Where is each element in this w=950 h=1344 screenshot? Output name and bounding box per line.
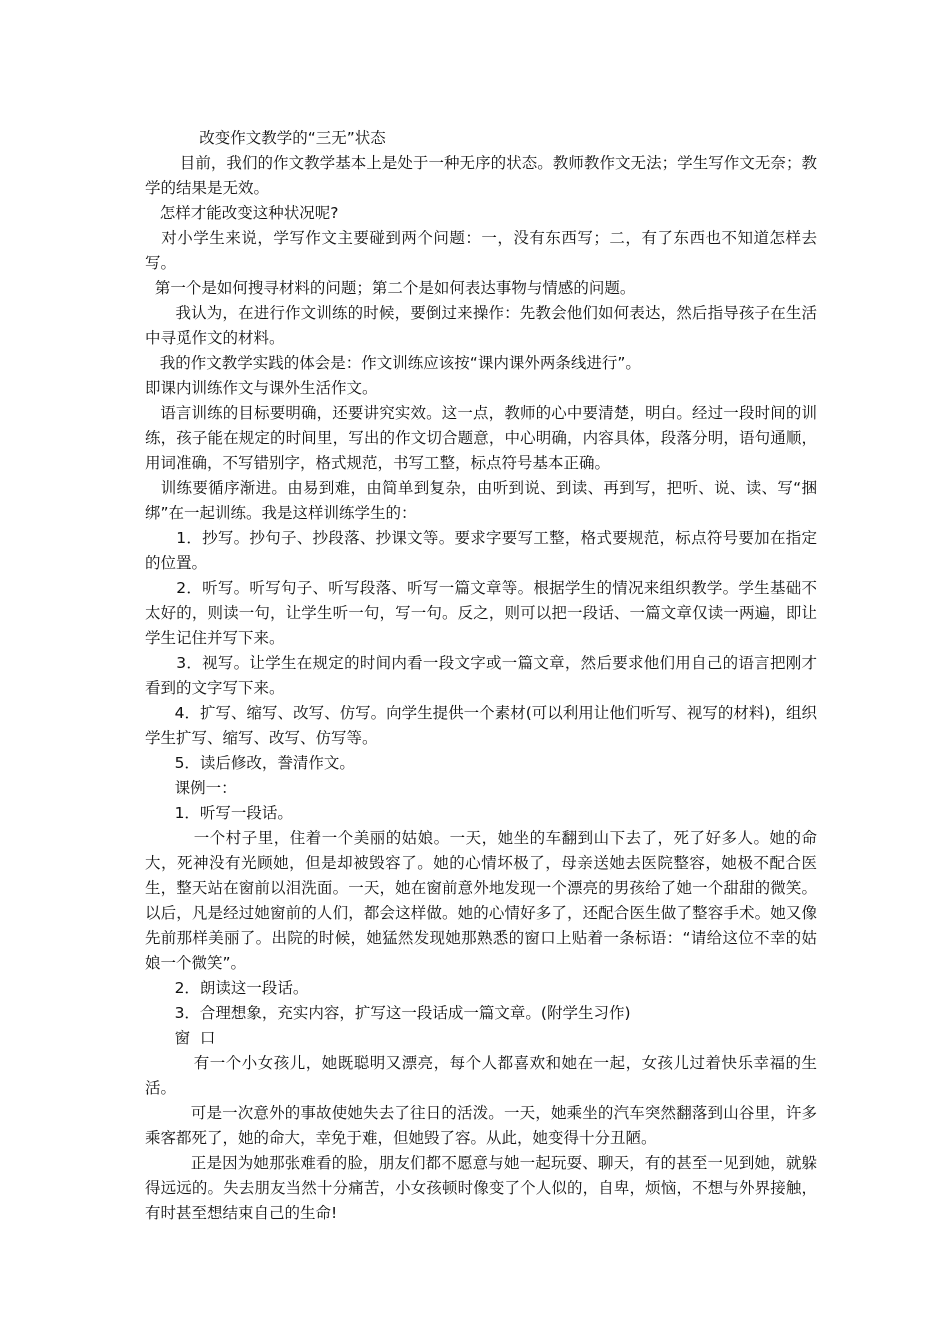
list-item: 2．听写。听写句子、听写段落、听写一篇文章等。根据学生的情况来组织教学。学生基础不太好的，则读一句，让学生听一句，写一句。反之，则可以把一段话、一篇文章仅读一两遍，即让学生记住并写下来。 xyxy=(145,579,817,647)
paragraph: 一个村子里，住着一个美丽的姑娘。一天，她坐的车翻到山下去了，死了好多人。她的命大，死神没有光顾她，但是却被毁容了。她的心情坏极了，母亲送她去医院整容，她极不配合医生，整天站在窗前以泪洗面。一天，她在窗前意外地发现一个漂亮的男孩给了她一个甜甜的微笑。以后，凡是经过她窗前的人们，都会这样做。她的心情好多了，还配合医生做了整容手术。她又像先前那样美丽了。出院的时候，她猛然发现她那熟悉的窗口上贴着一条标语：“请给这位不幸的姑娘一个微笑”。 xyxy=(145,829,817,972)
list-item: 3．视写。让学生在规定的时间内看一段文字或一篇文章，然后要求他们用自己的语言把刚才看到的文字写下来。 xyxy=(145,654,817,697)
paragraph: 对小学生来说，学写作文主要碰到两个问题：一，没有东西写；二，有了东西也不知道怎样去写。 xyxy=(145,229,817,272)
paragraph: 第一个是如何搜寻材料的问题；第二个是如何表达事物与情感的问题。 xyxy=(145,279,636,297)
paragraph: 怎样才能改变这种状况呢? xyxy=(145,204,339,222)
paragraph: 可是一次意外的事故使她失去了往日的活泼。一天，她乘坐的汽车突然翻落到山谷里，许多乘客都死了，她的命大，幸免于难，但她毁了容。从此，她变得十分丑陋。 xyxy=(145,1104,817,1147)
list-item: 1．抄写。抄句子、抄段落、抄课文等。要求字要写工整，格式要规范，标点符号要加在指定的位置。 xyxy=(145,529,817,572)
document-body xyxy=(145,126,817,1226)
paragraph: 有一个小女孩儿，她既聪明又漂亮，每个人都喜欢和她在一起，女孩儿过着快乐幸福的生活。 xyxy=(145,1054,817,1097)
list-item: 2．朗读这一段话。 xyxy=(145,979,309,997)
paragraph: 我的作文教学实践的体会是：作文训练应该按“课内课外两条线进行”。 xyxy=(145,354,641,372)
list-item: 4．扩写、缩写、改写、仿写。向学生提供一个素材(可以利用让他们听写、视写的材料)，组织学生扩写、缩写、改写、仿写等。 xyxy=(145,704,817,747)
document-title: 改变作文教学的“三无”状态 xyxy=(145,129,386,147)
paragraph: 训练要循序渐进。由易到难，由简单到复杂，由听到说、到读、再到写，把听、说、读、写“捆绑”在一起训练。我是这样训练学生的： xyxy=(145,479,817,522)
list-item: 3．合理想象，充实内容，扩写这一段话成一篇文章。(附学生习作) xyxy=(145,1004,631,1022)
list-item: 1．听写一段话。 xyxy=(145,804,293,822)
paragraph: 目前，我们的作文教学基本上是处于一种无序的状态。教师教作文无法；学生写作文无奈；教学的结果是无效。 xyxy=(145,154,817,197)
paragraph: 我认为，在进行作文训练的时候，要倒过来操作：先教会他们如何表达，然后指导孩子在生活中寻觅作文的材料。 xyxy=(145,304,817,347)
paragraph: 正是因为她那张难看的脸，朋友们都不愿意与她一起玩耍、聊天，有的甚至一见到她，就躲得远远的。失去朋友当然十分痛苦，小女孩顿时像变了个人似的，自卑，烦恼，不想与外界接触，有时甚至想结束自己的生命! xyxy=(145,1154,817,1222)
paragraph: 语言训练的目标要明确，还要讲究实效。这一点，教师的心中要清楚，明白。经过一段时间的训练，孩子能在规定的时间里，写出的作文切合题意，中心明确，内容具体，段落分明，语句通顺，用词准确，不写错别字，格式规范，书写工整，标点符号基本正确。 xyxy=(145,404,818,472)
list-item: 5．读后修改，誊清作文。 xyxy=(145,754,355,772)
section-heading: 课例一： xyxy=(145,779,237,797)
essay-title: 窗 口 xyxy=(145,1029,216,1047)
paragraph: 即课内训练作文与课外生活作文。 xyxy=(145,379,378,397)
